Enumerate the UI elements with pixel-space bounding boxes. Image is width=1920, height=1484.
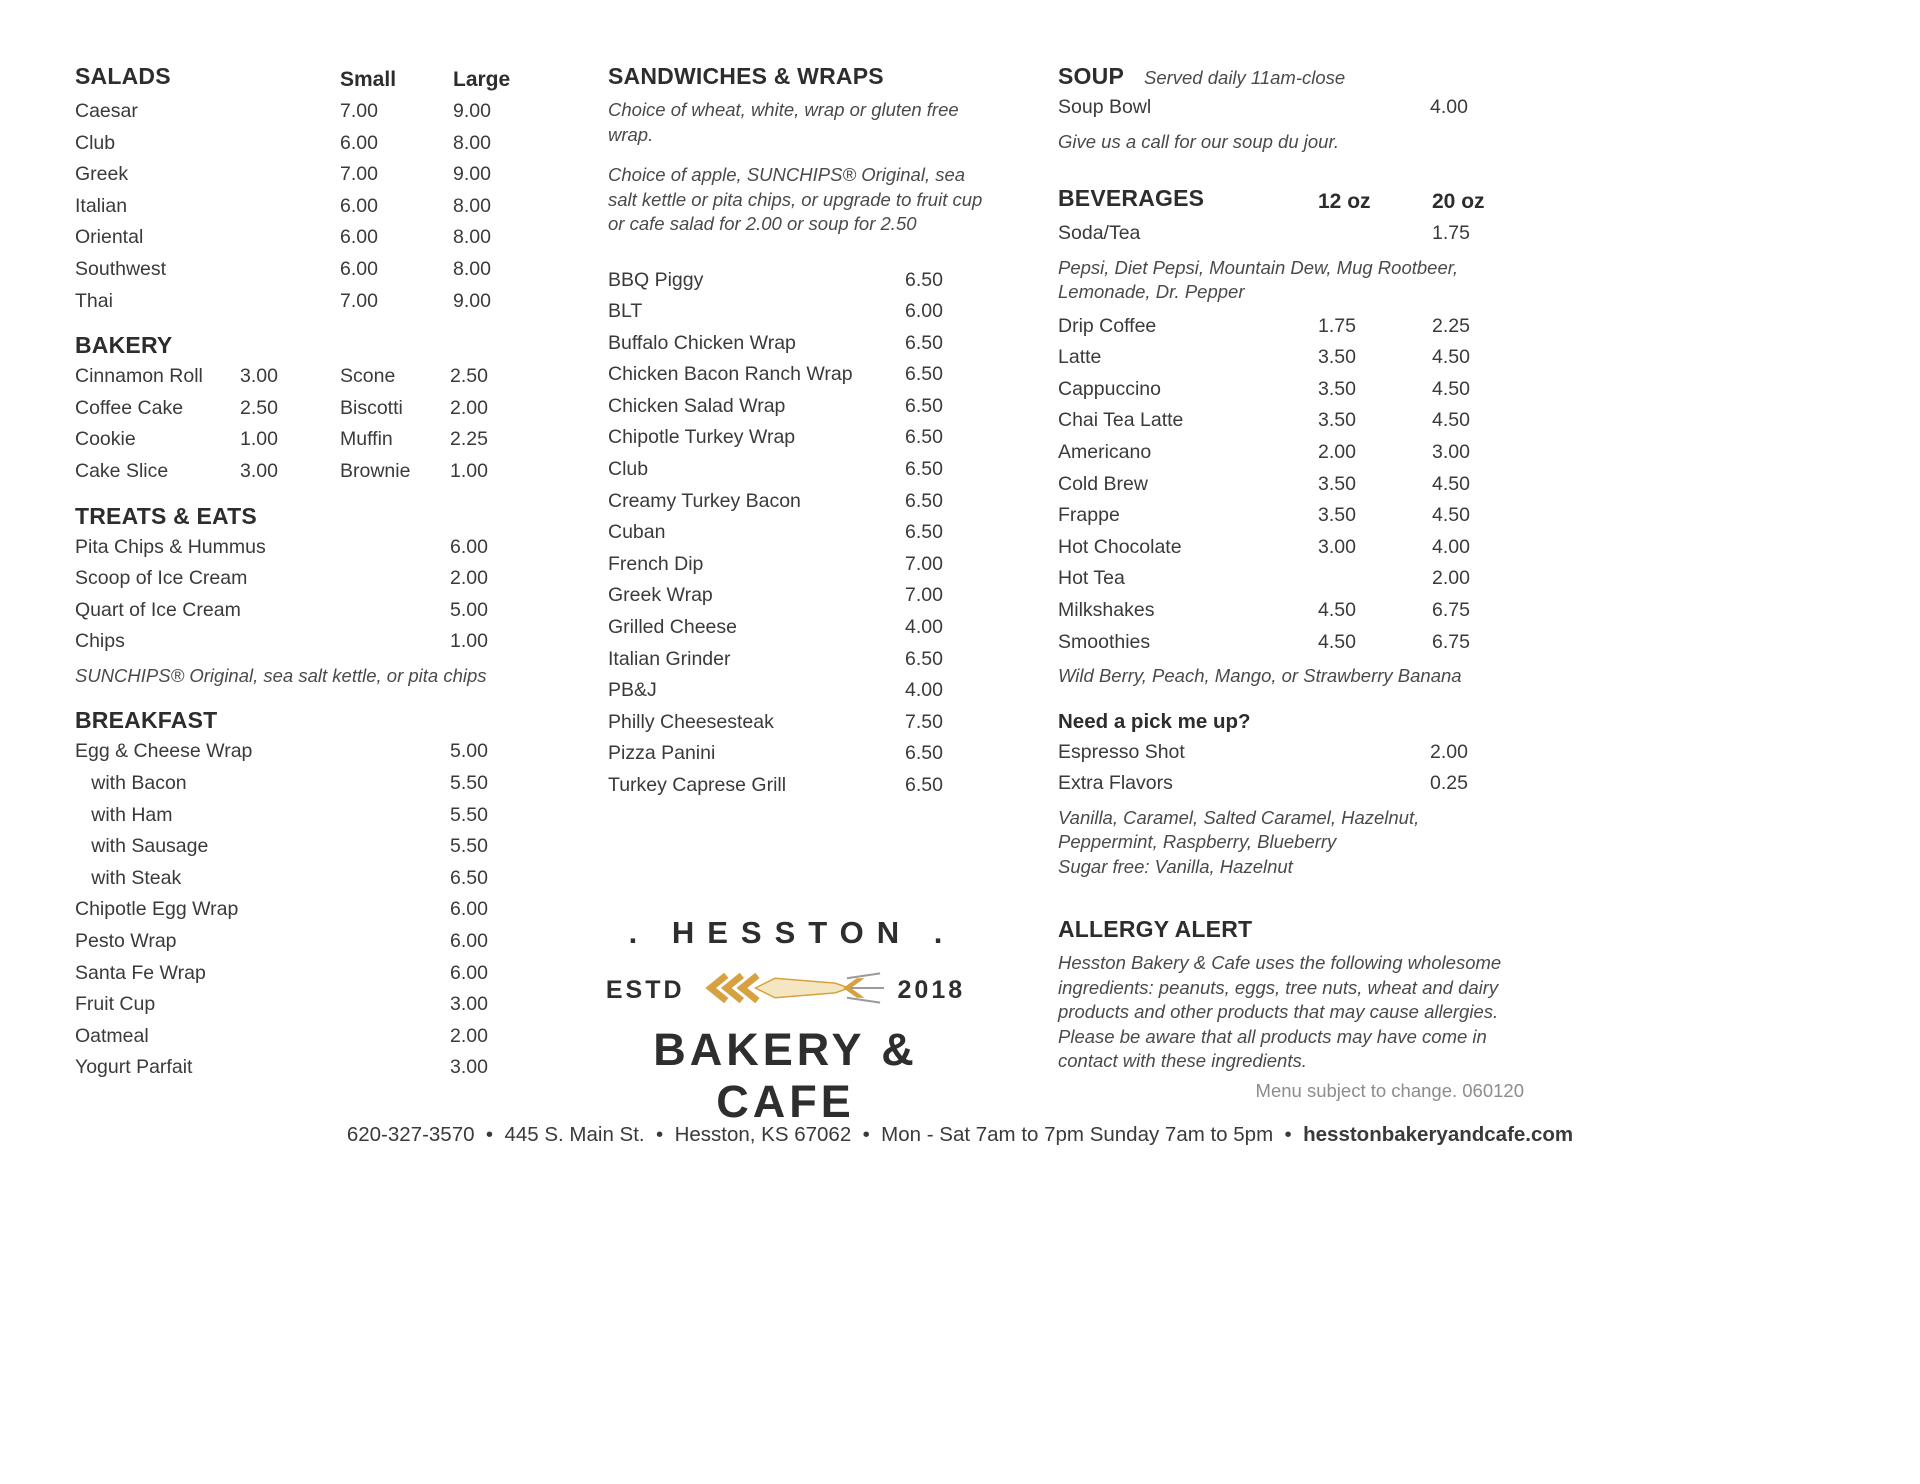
menu-item-row — [608, 296, 990, 328]
menu-item-row — [75, 254, 527, 286]
menu-item-row — [1058, 469, 1524, 501]
menu-item-row — [75, 958, 527, 990]
item-name: Drip Coffee — [1058, 314, 1157, 337]
item-name: Scone — [340, 365, 396, 388]
item-name: Pizza Panini — [608, 742, 716, 765]
menu-item-row — [1058, 627, 1524, 659]
item-name: Soda/Tea — [1058, 222, 1141, 245]
item-price: 2.00 — [450, 396, 488, 419]
menu-item-row — [1058, 311, 1524, 343]
item-name: Soup Bowl — [1058, 96, 1152, 118]
menu-item-row — [1058, 218, 1524, 250]
item-price: 6.50 — [905, 426, 943, 449]
item-name: with Sausage — [75, 835, 209, 858]
salads-col-small: Small — [340, 68, 397, 91]
item-price: 6.50 — [905, 394, 943, 417]
menu-item-row — [75, 563, 527, 595]
item-price-20oz: 4.50 — [1432, 472, 1470, 495]
sandwiches-note-bread: Choice of wheat, white, wrap or gluten free wrap. — [608, 99, 959, 145]
beverages-list — [1058, 311, 1524, 659]
menu-item-row — [75, 926, 527, 958]
menu-item-row — [75, 800, 527, 832]
item-name: BLT — [608, 300, 643, 323]
menu-item-row — [1058, 532, 1524, 564]
menu-item-row — [75, 1021, 527, 1053]
item-price: 6.50 — [905, 489, 943, 512]
item-price: 6.50 — [905, 521, 943, 544]
item-price: 1.00 — [450, 630, 488, 653]
item-name: Italian Grinder — [608, 647, 731, 670]
item-price-large: 8.00 — [453, 257, 491, 280]
menu-item-row — [1058, 563, 1524, 595]
allergy-title: ALLERGY ALERT — [1058, 916, 1253, 943]
menu-item-row — [75, 831, 527, 863]
menu-item-row — [1058, 595, 1524, 627]
item-price: 6.00 — [450, 961, 488, 984]
menu-change-note: Menu subject to change. 060120 — [1255, 1079, 1524, 1101]
menu-item-row — [608, 328, 990, 360]
item-price-20oz: 4.50 — [1432, 409, 1470, 432]
menu-item-row — [608, 644, 990, 676]
footer-website: hesstonbakeryandcafe.com — [1303, 1123, 1574, 1146]
breakfast-list — [75, 736, 527, 1084]
item-price: 4.00 — [905, 616, 943, 639]
item-price-20oz: 4.50 — [1432, 504, 1470, 527]
item-price: 4.00 — [905, 679, 943, 702]
beverages-title: BEVERAGES — [1058, 185, 1205, 212]
item-name: Cappuccino — [1058, 377, 1161, 400]
menu-item-row — [75, 894, 527, 926]
menu-item-row — [75, 361, 527, 393]
menu-item-row — [75, 863, 527, 895]
left-column — [75, 60, 527, 1084]
item-price-large: 8.00 — [453, 226, 491, 249]
menu-item-row — [75, 424, 527, 456]
item-name: Buffalo Chicken Wrap — [608, 331, 796, 354]
item-name: Biscotti — [340, 396, 403, 419]
beverages-col-20oz: 20 oz — [1432, 190, 1485, 214]
item-price: 6.50 — [450, 866, 488, 889]
item-name: Cold Brew — [1058, 472, 1148, 495]
soup-title: SOUP — [1058, 63, 1124, 89]
salads-list — [75, 96, 527, 317]
menu-item-row — [608, 675, 990, 707]
menu-item-row — [75, 532, 527, 564]
sandwiches-list — [608, 265, 990, 802]
footer — [0, 1120, 1920, 1150]
menu-item-row — [608, 738, 990, 770]
item-price-20oz: 3.00 — [1432, 441, 1470, 464]
item-price-20oz: 2.25 — [1432, 314, 1470, 337]
item-price: 6.50 — [905, 647, 943, 670]
salads-header — [75, 60, 527, 92]
item-price-large: 8.00 — [453, 194, 491, 217]
brand-year: 2018 — [897, 976, 966, 1004]
item-price: 6.50 — [905, 774, 943, 796]
item-price: 5.50 — [450, 835, 488, 858]
item-name: Thai — [75, 289, 113, 312]
item-name: Oriental — [75, 226, 144, 249]
item-name: Turkey Caprese Grill — [608, 774, 787, 796]
item-price-20oz: 2.00 — [1432, 567, 1470, 590]
item-price: 1.00 — [450, 459, 488, 482]
menu-item-row — [75, 736, 527, 768]
item-price: 2.00 — [450, 1024, 488, 1047]
item-name: Chicken Salad Wrap — [608, 394, 786, 417]
menu-item-row — [608, 486, 990, 518]
menu-item-row — [1058, 405, 1524, 437]
item-name: Quart of Ice Cream — [75, 598, 241, 621]
item-name: Caesar — [75, 100, 138, 122]
item-name: Hot Chocolate — [1058, 535, 1182, 558]
brand-logo — [583, 915, 988, 1128]
item-name: Scoop of Ice Cream — [75, 567, 248, 590]
menu-item-row — [608, 580, 990, 612]
brand-name: . HESSTON . — [628, 915, 956, 950]
menu-item-row — [1058, 342, 1524, 374]
item-price: 5.50 — [450, 772, 488, 794]
menu-item-row — [75, 456, 527, 488]
item-price-12oz: 3.50 — [1318, 346, 1356, 369]
item-price: 3.00 — [240, 459, 278, 482]
item-price: 2.50 — [450, 365, 488, 388]
extra-flavors-note: Vanilla, Caramel, Salted Caramel, Hazelnut, Peppermint, Raspberry, Blueberry — [1058, 806, 1420, 853]
item-price-small: 6.00 — [340, 194, 378, 217]
menu-item-row — [75, 1052, 527, 1084]
menu-item-row — [75, 393, 527, 425]
right-column — [1058, 60, 1524, 1102]
item-price-20oz: 1.75 — [1432, 222, 1470, 245]
item-name: Cinnamon Roll — [75, 365, 203, 388]
item-name: Espresso Shot — [1058, 740, 1185, 763]
item-price: 5.50 — [450, 803, 488, 826]
brand-estd-label: ESTD — [605, 976, 685, 1004]
menu-item-row — [608, 422, 990, 454]
item-name: Oatmeal — [75, 1024, 149, 1047]
item-price-12oz: 3.50 — [1318, 472, 1356, 495]
item-price: 6.00 — [450, 535, 488, 558]
item-name: Cake Slice — [75, 459, 169, 482]
item-name: Pesto Wrap — [75, 929, 177, 952]
item-price: 0.25 — [1430, 772, 1468, 795]
item-price-12oz — [1318, 218, 1432, 250]
item-name: Chips — [75, 630, 125, 653]
item-price-12oz: 3.50 — [1318, 377, 1356, 400]
menu-item-row — [75, 128, 527, 160]
item-name: Cookie — [75, 428, 136, 451]
item-price: 7.50 — [905, 710, 943, 733]
item-price: 5.00 — [450, 740, 488, 763]
item-price: 2.50 — [240, 396, 278, 419]
soup-subtitle: Served daily 11am-close — [1143, 67, 1346, 88]
item-name: Extra Flavors — [1058, 772, 1173, 795]
item-price: 2.00 — [1430, 740, 1468, 763]
menu-item-row — [1058, 374, 1524, 406]
soup-note: Give us a call for our soup du jour. — [1058, 130, 1340, 152]
item-price: 7.00 — [905, 584, 943, 607]
menu-item-row — [608, 454, 990, 486]
item-price-20oz: 4.50 — [1432, 377, 1470, 400]
item-name: Chicken Bacon Ranch Wrap — [608, 363, 853, 386]
item-price: 6.50 — [905, 742, 943, 765]
treats-title: TREATS & EATS — [75, 502, 257, 529]
item-name: Chipotle Turkey Wrap — [608, 426, 796, 449]
menu-item-row — [75, 626, 527, 658]
item-name: Fruit Cup — [75, 993, 156, 1016]
item-price-12oz: 4.50 — [1318, 630, 1356, 653]
item-price-12oz: 2.00 — [1318, 441, 1356, 464]
item-name: Cuban — [608, 521, 666, 544]
item-name: Grilled Cheese — [608, 616, 737, 639]
item-price: 2.00 — [450, 567, 488, 590]
sandwiches-note-sides: Choice of apple, SUNCHIPS® Original, sea salt kettle or pita chips, or upgrade to fruit cup or cafe salad for 2.00 or soup for 2.50 — [608, 164, 983, 234]
item-price-20oz: 6.75 — [1432, 630, 1470, 653]
beverages-col-12oz: 12 oz — [1318, 190, 1371, 214]
item-price: 2.25 — [450, 428, 488, 451]
item-name: with Bacon — [75, 772, 187, 794]
treats-list — [75, 532, 527, 658]
item-price: 3.00 — [240, 365, 278, 388]
item-price: 6.00 — [450, 929, 488, 952]
smoothie-flavors-note: Wild Berry, Peach, Mango, or Strawberry Banana — [1058, 665, 1462, 687]
item-price-small: 6.00 — [340, 131, 378, 154]
menu-item-row — [1058, 768, 1524, 800]
item-name: Santa Fe Wrap — [75, 961, 206, 984]
item-price-20oz: 4.00 — [1432, 535, 1470, 558]
bakery-list — [75, 361, 527, 487]
item-price: 4.00 — [1430, 96, 1468, 118]
item-name: French Dip — [608, 552, 704, 575]
menu-item-row — [608, 517, 990, 549]
item-price-small: 7.00 — [340, 100, 378, 122]
middle-column — [608, 60, 990, 802]
bakery-title: BAKERY — [75, 332, 173, 359]
menu-item-row — [1058, 437, 1524, 469]
pickmeup-list — [1058, 737, 1524, 800]
item-price: 3.00 — [450, 993, 488, 1016]
item-name: Italian — [75, 194, 128, 217]
item-name: Club — [608, 458, 649, 481]
menu-item-row — [608, 612, 990, 644]
salads-title: SALADS — [75, 63, 171, 89]
menu-item-row — [1058, 92, 1524, 124]
item-name: Smoothies — [1058, 630, 1151, 653]
menu-item-row — [608, 549, 990, 581]
pickmeup-title: Need a pick me up? — [1058, 709, 1251, 733]
item-price-small: 7.00 — [340, 163, 378, 186]
soup-header — [1058, 60, 1524, 92]
menu-item-row — [608, 770, 990, 802]
item-name: Latte — [1058, 346, 1102, 369]
menu-item-row — [75, 222, 527, 254]
item-name: Frappe — [1058, 504, 1120, 527]
item-name: PB&J — [608, 679, 657, 702]
item-name: Milkshakes — [1058, 599, 1155, 622]
menu-item-row — [75, 286, 527, 318]
item-name: Muffin — [340, 428, 393, 451]
item-name: Club — [75, 131, 116, 154]
menu-item-row — [75, 595, 527, 627]
item-name: Greek — [75, 163, 129, 186]
beverages-header — [1058, 182, 1524, 214]
item-price-12oz: 1.75 — [1318, 314, 1356, 337]
menu-item-row — [608, 707, 990, 739]
item-price: 1.00 — [240, 428, 278, 451]
item-name: with Steak — [75, 866, 182, 889]
soup-list — [1058, 92, 1524, 124]
item-price-large: 9.00 — [453, 289, 491, 312]
breakfast-title: BREAKFAST — [75, 707, 218, 734]
item-name: Greek Wrap — [608, 584, 713, 607]
item-price-12oz: 3.00 — [1318, 535, 1356, 558]
menu-item-row — [608, 391, 990, 423]
item-name: Creamy Turkey Bacon — [608, 489, 801, 512]
item-price: 3.00 — [450, 1056, 488, 1079]
item-price: 5.00 — [450, 598, 488, 621]
item-price-20oz: 4.50 — [1432, 346, 1470, 369]
item-name: Pita Chips & Hummus — [75, 535, 266, 558]
item-price: 6.50 — [905, 268, 943, 291]
item-name: with Ham — [75, 803, 173, 826]
wheat-arrow-icon — [699, 969, 884, 1012]
menu-item-row — [75, 96, 527, 128]
item-name: Chai Tea Latte — [1058, 409, 1184, 432]
item-price-12oz: 3.50 — [1318, 409, 1356, 432]
item-name: Yogurt Parfait — [75, 1056, 193, 1079]
item-price-12oz: 4.50 — [1318, 599, 1356, 622]
item-price: 6.50 — [905, 331, 943, 354]
item-name: Philly Cheesesteak — [608, 710, 774, 733]
item-price: 6.50 — [905, 363, 943, 386]
item-name: Coffee Cake — [75, 396, 184, 419]
brand-estd-row — [583, 969, 988, 1012]
item-price-small: 6.00 — [340, 257, 378, 280]
item-price-small: 6.00 — [340, 226, 378, 249]
item-price-12oz — [1318, 563, 1432, 595]
item-name: Chipotle Egg Wrap — [75, 898, 239, 921]
menu-item-row — [608, 265, 990, 297]
item-price-small: 7.00 — [340, 289, 378, 312]
item-name: Americano — [1058, 441, 1152, 464]
brand-tagline: BAKERY & CAFE — [653, 1024, 918, 1127]
soda-flavors-note: Pepsi, Diet Pepsi, Mountain Dew, Mug Rootbeer, Lemonade, Dr. Pepper — [1058, 256, 1459, 303]
footer-contact-text: 620-327-3570 • 445 S. Main St. • Hesston, KS 67062 • Mon - Sat 7am to 7pm Sunday 7am to 5pm • — [346, 1123, 1304, 1146]
item-name: BBQ Piggy — [608, 268, 704, 291]
item-price: 7.00 — [905, 552, 943, 575]
item-price: 6.00 — [450, 898, 488, 921]
menu-item-row — [75, 191, 527, 223]
sugar-free-note: Sugar free: Vanilla, Hazelnut — [1058, 855, 1293, 877]
item-name: Southwest — [75, 257, 167, 280]
menu-item-row — [1058, 737, 1524, 769]
menu-item-row — [608, 359, 990, 391]
allergy-text: Hesston Bakery & Cafe uses the following wholesome ingredients: peanuts, eggs, tree nuts, wheat and dairy products and other products that may cause allergies. Please be aware that all products may have come in contact with these ingredients. — [1058, 952, 1502, 1072]
treats-note: SUNCHIPS® Original, sea salt kettle, or pita chips — [75, 664, 487, 686]
menu-item-row — [75, 768, 527, 800]
sandwiches-title: SANDWICHES & WRAPS — [608, 63, 884, 89]
item-price: 6.00 — [905, 300, 943, 323]
menu-item-row — [75, 989, 527, 1021]
item-name: Egg & Cheese Wrap — [75, 740, 253, 763]
menu-item-row — [1058, 500, 1524, 532]
item-price-large: 9.00 — [453, 163, 491, 186]
item-price-12oz: 3.50 — [1318, 504, 1356, 527]
menu-item-row — [75, 159, 527, 191]
salads-col-large: Large — [453, 68, 511, 91]
item-price-20oz: 6.75 — [1432, 599, 1470, 622]
item-name: Brownie — [340, 459, 411, 482]
item-price-large: 9.00 — [453, 100, 491, 122]
item-price-large: 8.00 — [453, 131, 491, 154]
item-name: Hot Tea — [1058, 567, 1125, 590]
item-price: 6.50 — [905, 458, 943, 481]
